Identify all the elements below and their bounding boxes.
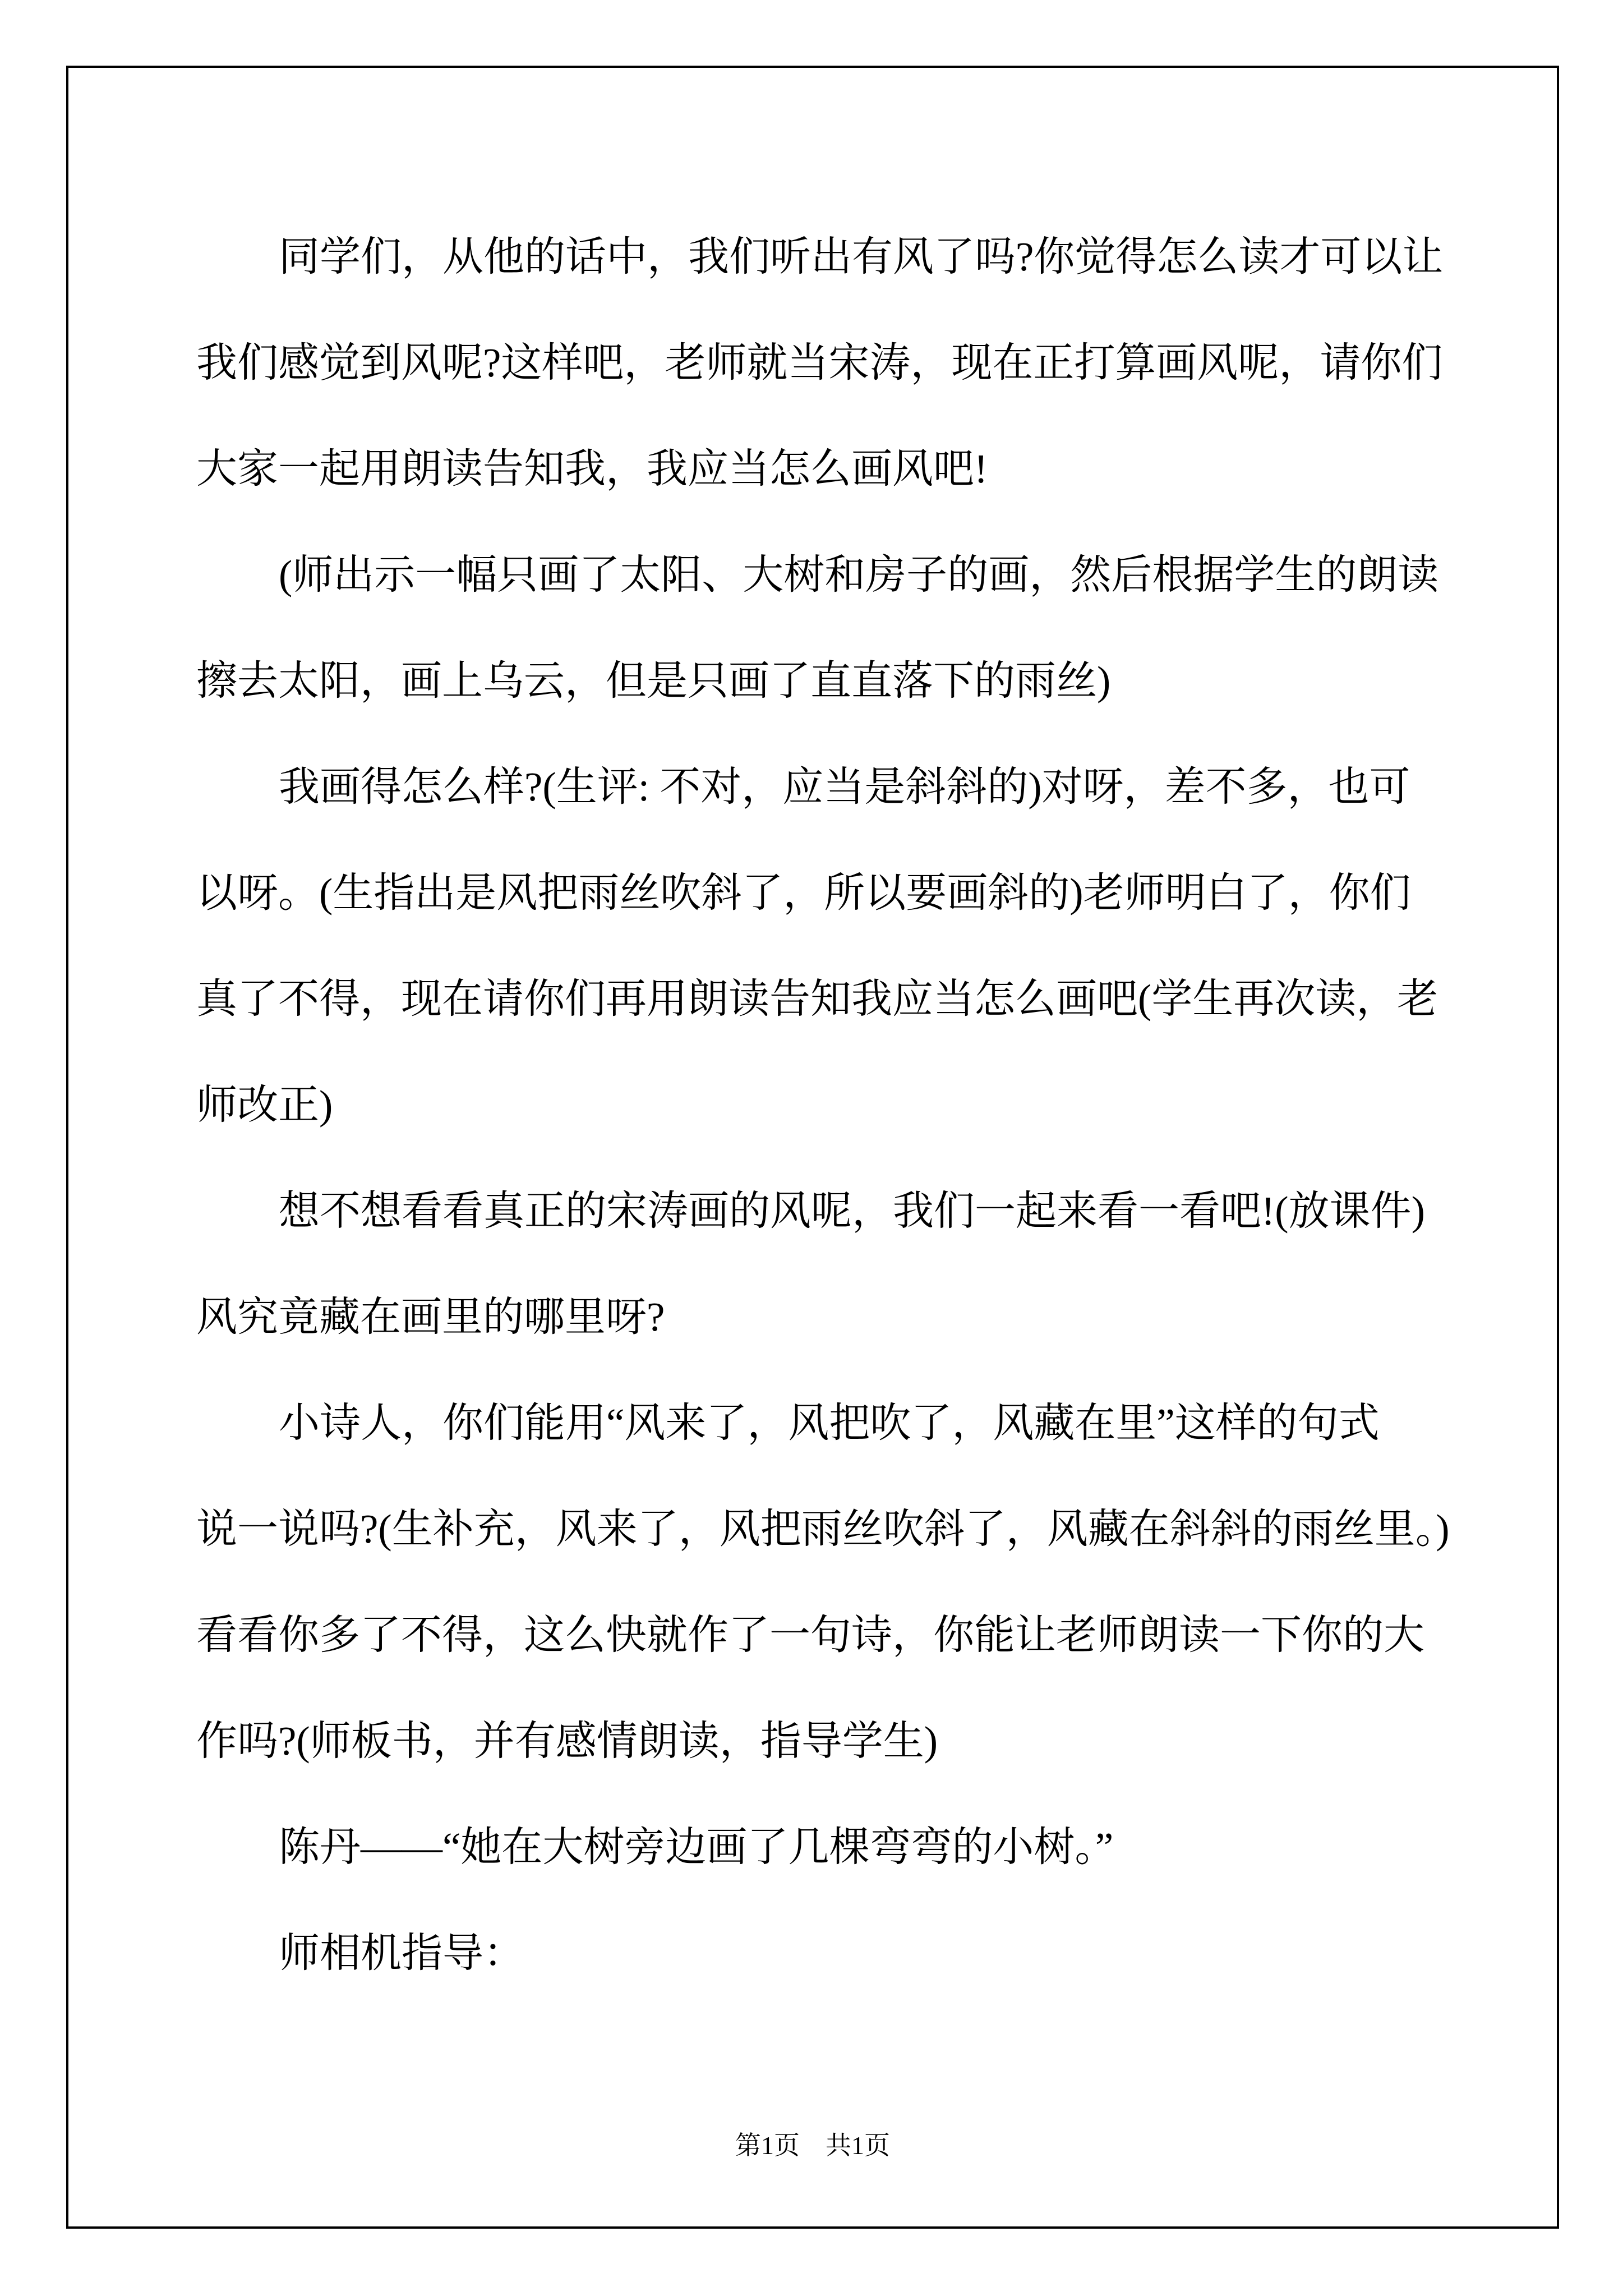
text-line: 看看你多了不得，这么快就作了一句诗，你能让老师朗读一下你的大 xyxy=(196,1612,1424,1658)
page-footer: 第1页 共1页 xyxy=(735,2131,890,2160)
paragraph xyxy=(196,1158,1481,1370)
text-line: 作吗?(师板书，并有感情朗读，指导学生) xyxy=(196,1718,938,1764)
paragraph xyxy=(196,1794,1481,1900)
text-line: (师出示一幅只画了太阳、大树和房子的画，然后根据学生的朗读 xyxy=(279,552,1439,597)
text-line: 我画得怎么样?(生评: 不对，应当是斜斜的)对呀，差不多，也可 xyxy=(279,764,1410,809)
text-line: 想不想看看真正的宋涛画的风呢，我们一起来看一看吧!(放课件) xyxy=(279,1188,1425,1234)
paragraph xyxy=(196,522,1481,734)
text-line: 师相机指导： xyxy=(279,1930,524,1976)
paragraph xyxy=(196,204,1481,522)
text-line: 风究竟藏在画里的哪里呀? xyxy=(196,1294,665,1340)
text-line: 同学们，从他的话中，我们听出有风了吗?你觉得怎么读才可以让 xyxy=(279,234,1444,279)
text-line: 以呀。(生指出是风把雨丝吹斜了，所以要画斜的)老师明白了，你们 xyxy=(196,870,1411,915)
text-line: 小诗人，你们能用“风来了，风把吹了，风藏在里”这样的句式 xyxy=(279,1400,1380,1446)
paragraph xyxy=(196,1370,1481,1794)
paragraph xyxy=(196,734,1481,1158)
paragraph xyxy=(196,1900,1481,2006)
text-line: 真了不得，现在请你们再用朗读告知我应当怎么画吧(学生再次读，老 xyxy=(196,976,1438,1022)
text-line: 师改正) xyxy=(196,1082,333,1128)
text-line: 我们感觉到风呢?这样吧，老师就当宋涛，现在正打算画风呢，请你们 xyxy=(196,340,1443,385)
text-line: 大家一起用朗读告知我，我应当怎么画风吧! xyxy=(196,446,988,491)
text-line: 擦去太阳，画上乌云，但是只画了直直落下的雨丝) xyxy=(196,658,1111,703)
text-line: 说一说吗?(生补充，风来了，风把雨丝吹斜了，风藏在斜斜的雨丝里。) xyxy=(196,1506,1450,1552)
text-line: 陈丹——“她在大树旁边画了几棵弯弯的小树。” xyxy=(279,1824,1114,1870)
document-body xyxy=(196,204,1481,2006)
